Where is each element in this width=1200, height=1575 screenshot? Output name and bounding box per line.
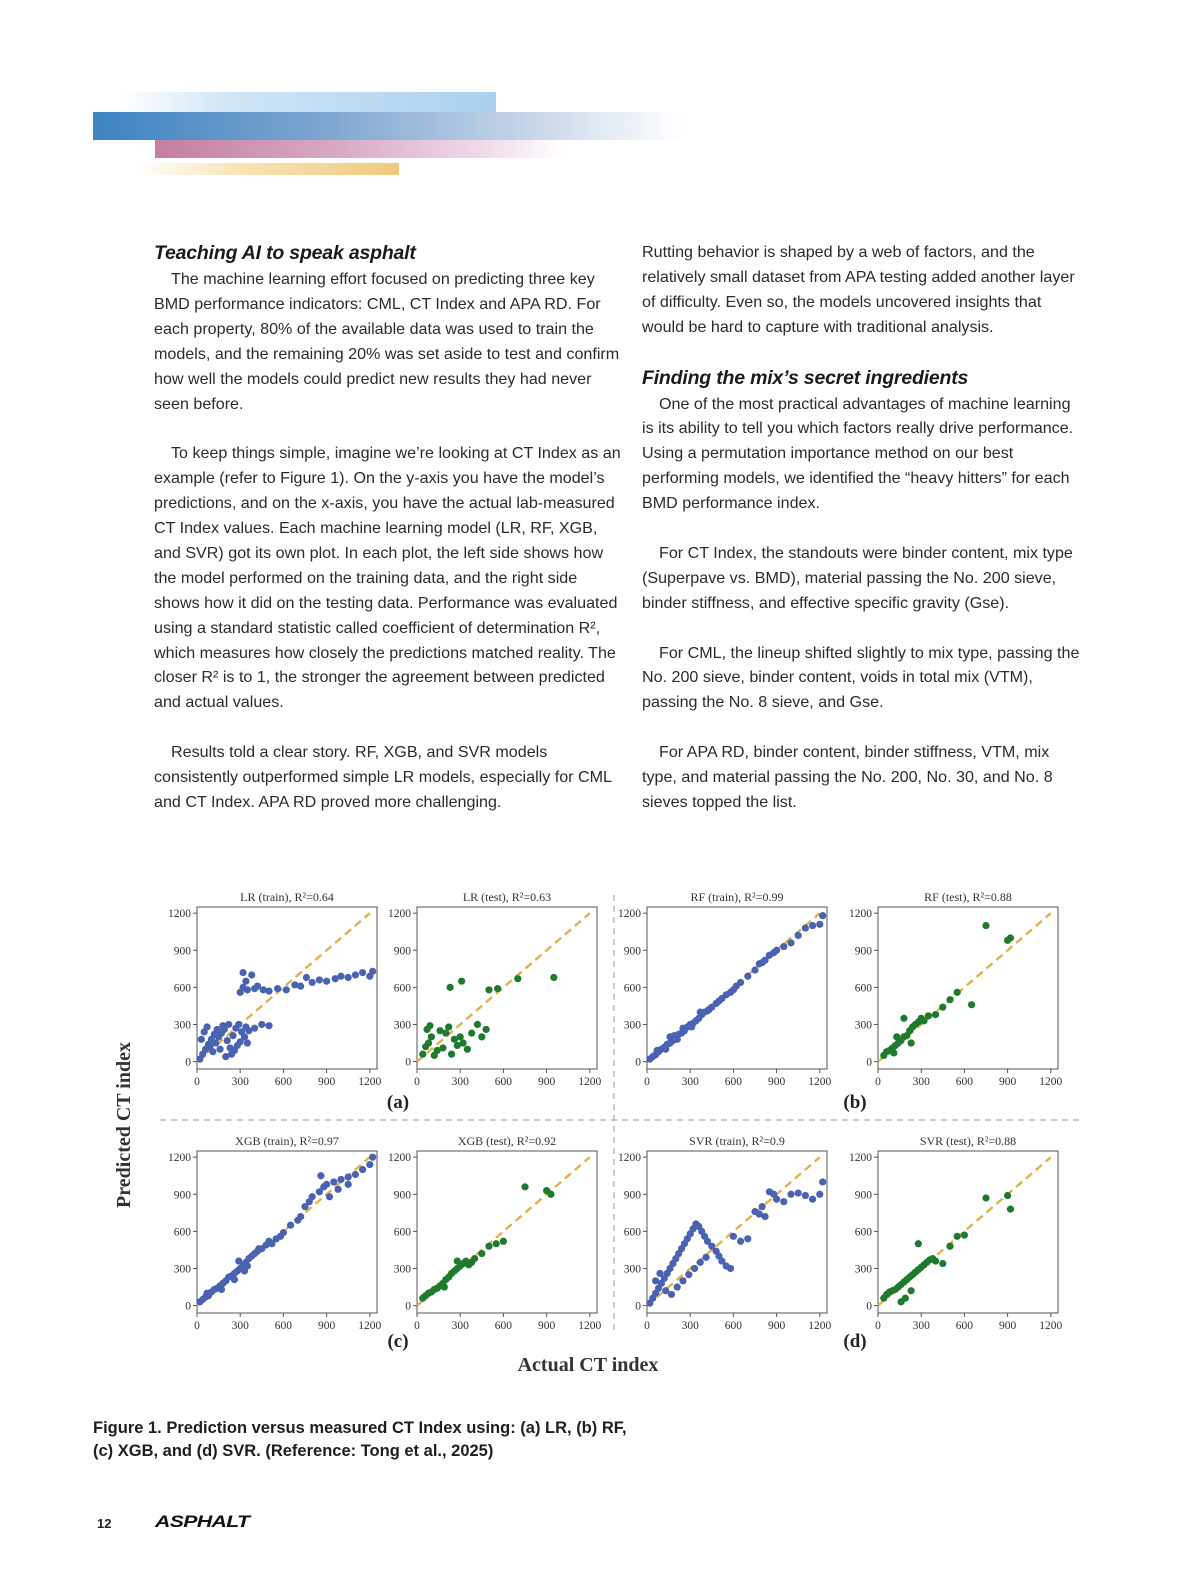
scatter-panel xyxy=(849,1134,1063,1332)
x-tick-label: 1200 xyxy=(358,1076,382,1088)
data-point xyxy=(674,1283,681,1290)
x-tick-label: 300 xyxy=(451,1076,469,1088)
y-tick-label: 900 xyxy=(173,945,191,958)
data-point xyxy=(239,969,246,976)
data-point xyxy=(330,1178,337,1185)
header-band-gold xyxy=(135,163,399,175)
data-point xyxy=(652,1277,659,1284)
data-point xyxy=(674,1036,681,1043)
panel-title: RF (test), R²=0.88 xyxy=(924,890,1012,904)
y-tick-label: 900 xyxy=(393,945,411,958)
x-tick-label: 1200 xyxy=(1039,1320,1063,1332)
data-point xyxy=(773,947,780,954)
data-point xyxy=(702,1254,709,1261)
data-point xyxy=(203,1290,210,1297)
x-tick-label: 0 xyxy=(414,1076,420,1088)
data-point xyxy=(751,966,758,973)
y-tick-label: 1200 xyxy=(849,908,872,921)
data-point xyxy=(323,978,330,985)
right-column xyxy=(642,240,1082,840)
left-column xyxy=(154,240,624,840)
panel-title: LR (train), R²=0.64 xyxy=(240,890,334,904)
data-point xyxy=(982,922,989,929)
x-tick-label: 1200 xyxy=(358,1320,382,1332)
data-point xyxy=(425,1039,432,1046)
header-band-blue xyxy=(93,112,683,140)
data-point xyxy=(280,1229,287,1236)
data-point xyxy=(787,939,794,946)
data-point xyxy=(345,1181,352,1188)
data-point xyxy=(265,1022,272,1029)
group-label-a: (a) xyxy=(386,1092,410,1113)
y-tick-label: 900 xyxy=(623,1189,641,1202)
data-point xyxy=(359,969,366,976)
data-point xyxy=(237,1038,244,1045)
paragraph: The machine learning effort focused on predicting three key BMD performance indicators: CML, CT Index and APA RD. For each property, 80% of the available data was used to train the models, and the remaining 20% was set aside to test and confirm how well the models could predict new results they had never seen before. xyxy=(154,270,620,413)
scatter-panels-figure xyxy=(100,865,1100,1395)
data-point xyxy=(547,1191,554,1198)
data-point xyxy=(668,1291,675,1298)
y-tick-label: 300 xyxy=(393,1263,411,1276)
data-point xyxy=(744,973,751,980)
y-tick-label: 0 xyxy=(405,1056,411,1069)
data-point xyxy=(679,1025,686,1032)
y-tick-label: 1200 xyxy=(388,908,411,921)
data-point xyxy=(258,1021,265,1028)
data-point xyxy=(248,971,255,978)
y-tick-label: 300 xyxy=(854,1019,872,1032)
data-point xyxy=(939,1004,946,1011)
data-point xyxy=(688,1023,695,1030)
y-tick-label: 900 xyxy=(854,945,872,958)
data-point xyxy=(705,1006,712,1013)
data-point xyxy=(235,1021,242,1028)
data-point xyxy=(954,1233,961,1240)
x-tick-label: 600 xyxy=(724,1320,743,1332)
data-point xyxy=(897,1298,904,1305)
data-point xyxy=(809,1196,816,1203)
data-point xyxy=(939,1260,946,1267)
x-tick-label: 0 xyxy=(194,1320,200,1332)
x-tick-label: 300 xyxy=(912,1076,930,1088)
data-point xyxy=(478,1033,485,1040)
y-tick-label: 0 xyxy=(866,1056,872,1069)
x-tick-label: 600 xyxy=(724,1076,743,1088)
scatter-panel xyxy=(849,890,1063,1088)
data-point xyxy=(297,983,304,990)
y-tick-label: 300 xyxy=(854,1263,872,1276)
x-tick-label: 600 xyxy=(955,1076,974,1088)
data-point xyxy=(819,912,826,919)
y-tick-label: 0 xyxy=(866,1300,872,1313)
panel-title: SVR (test), R²=0.88 xyxy=(919,1134,1017,1148)
x-tick-label: 1200 xyxy=(808,1320,832,1332)
data-point xyxy=(209,1048,216,1055)
y-tick-label: 0 xyxy=(635,1056,641,1069)
data-point xyxy=(691,1265,698,1272)
data-point xyxy=(802,1192,809,1199)
x-tick-label: 600 xyxy=(955,1320,974,1332)
data-point xyxy=(251,1025,258,1032)
x-tick-label: 300 xyxy=(231,1076,249,1088)
data-point xyxy=(244,986,251,993)
y-tick-label: 0 xyxy=(405,1300,411,1313)
x-tick-label: 300 xyxy=(912,1320,930,1332)
data-point xyxy=(448,1051,455,1058)
paragraph: For CML, the lineup shifted slightly to mix type, passing the No. 200 sieve, binder content, voids in total mix (VTM), passing the No. 8 sieve, and Gse. xyxy=(642,643,1080,712)
figure-caption: Figure 1. Prediction versus measured CT Index using: (a) LR, (b) RF, (c) XGB, and (d) SVR. (Reference: Tong et al., 2025) xyxy=(93,1419,627,1460)
paragraph: For APA RD, binder content, binder stiffness, VTM, mix type, and material passing the No. 200, No. 30, and No. 8 sieves topped the list. xyxy=(642,743,1053,811)
y-tick-label: 600 xyxy=(173,982,191,995)
data-point xyxy=(447,984,454,991)
x-tick-label: 300 xyxy=(681,1076,699,1088)
y-tick-label: 0 xyxy=(635,1300,641,1313)
data-point xyxy=(369,1154,376,1161)
data-point xyxy=(297,1213,304,1220)
x-tick-label: 600 xyxy=(274,1320,293,1332)
y-tick-label: 600 xyxy=(173,1226,191,1239)
data-point xyxy=(954,989,961,996)
data-point xyxy=(326,1193,333,1200)
data-point xyxy=(493,1240,500,1247)
data-point xyxy=(317,1172,324,1179)
data-point xyxy=(1007,1206,1014,1213)
panel-title: SVR (train), R²=0.9 xyxy=(689,1134,785,1148)
x-tick-label: 900 xyxy=(998,1076,1017,1088)
data-point xyxy=(235,1257,242,1264)
y-tick-label: 300 xyxy=(623,1263,641,1276)
page-number: 12 xyxy=(97,1516,112,1531)
data-point xyxy=(244,1262,251,1269)
data-point xyxy=(251,985,258,992)
x-tick-label: 0 xyxy=(875,1076,881,1088)
x-tick-label: 0 xyxy=(875,1320,881,1332)
panel-title: RF (train), R²=0.99 xyxy=(690,890,784,904)
data-point xyxy=(819,1178,826,1185)
data-point xyxy=(459,1039,466,1046)
data-point xyxy=(323,1181,330,1188)
data-point xyxy=(198,1036,205,1043)
magazine-logo: ASPHALT xyxy=(155,1512,250,1531)
header-band-pink xyxy=(155,140,565,158)
x-tick-label: 0 xyxy=(194,1076,200,1088)
y-tick-label: 600 xyxy=(854,982,872,995)
data-point xyxy=(352,1171,359,1178)
data-point xyxy=(222,1053,229,1060)
data-point xyxy=(982,1194,989,1201)
data-point xyxy=(359,1166,366,1173)
y-tick-label: 900 xyxy=(623,945,641,958)
paragraph: Results told a clear story. RF, XGB, and SVR models consistently outperformed simple LR models, especially for CML and CT Index. APA RD proved more challenging. xyxy=(154,743,612,811)
x-tick-label: 900 xyxy=(537,1320,556,1332)
data-point xyxy=(915,1240,922,1247)
data-point xyxy=(458,978,465,985)
y-tick-label: 0 xyxy=(185,1056,191,1069)
y-tick-label: 300 xyxy=(623,1019,641,1032)
data-point xyxy=(485,986,492,993)
data-point xyxy=(780,1198,787,1205)
scatter-panel xyxy=(388,890,602,1088)
data-point xyxy=(968,1001,975,1008)
data-point xyxy=(662,1046,669,1053)
data-point xyxy=(464,1046,471,1053)
data-point xyxy=(283,986,290,993)
paragraph: To keep things simple, imagine we’re looking at CT Index as an example (refer to Figure 1). On the y-axis you have the model’s predictions, and on the x-axis, you have the actual lab-measured CT Index values. Each machine learning model (LR, RF, XGB, and SVR) got its own plot. In each plot, the left side shows how the model performed on the training data, and the right side shows how it did on the testing data. Performance was evaluated using a standard statistic called coefficient of determination R², which measures how closely the predictions matched reality. The closer R² is to 1, the stronger the agreement between predicted and actual values. xyxy=(154,444,621,712)
data-point xyxy=(787,1191,794,1198)
panel-title: XGB (test), R²=0.92 xyxy=(457,1134,557,1148)
data-point xyxy=(946,1243,953,1250)
data-point xyxy=(809,922,816,929)
data-point xyxy=(1004,1192,1011,1199)
y-tick-label: 1200 xyxy=(168,1152,191,1165)
section-heading-secret-ingredients: Finding the mix’s secret ingredients xyxy=(642,366,969,389)
x-tick-label: 900 xyxy=(317,1320,336,1332)
y-tick-label: 600 xyxy=(393,1226,411,1239)
data-point xyxy=(485,1243,492,1250)
data-point xyxy=(366,1161,373,1168)
data-point xyxy=(730,1233,737,1240)
data-point xyxy=(345,1173,352,1180)
group-label-c: (c) xyxy=(387,1331,409,1352)
data-point xyxy=(514,975,521,982)
data-point xyxy=(759,1203,766,1210)
x-tick-label: 600 xyxy=(494,1320,513,1332)
x-tick-label: 0 xyxy=(644,1320,650,1332)
data-point xyxy=(908,1287,915,1294)
panel-title: LR (test), R²=0.63 xyxy=(462,890,552,904)
x-tick-label: 300 xyxy=(681,1320,699,1332)
y-tick-label: 1200 xyxy=(388,1152,411,1165)
data-point xyxy=(316,976,323,983)
data-point xyxy=(419,1051,426,1058)
y-axis-label: Predicted CT index xyxy=(113,1042,135,1208)
data-point xyxy=(761,1213,768,1220)
x-tick-label: 900 xyxy=(537,1076,556,1088)
data-point xyxy=(203,1023,210,1030)
data-point xyxy=(780,943,787,950)
panel-title: XGB (train), R²=0.97 xyxy=(235,1134,339,1148)
y-tick-label: 1200 xyxy=(849,1152,872,1165)
paragraph: One of the most practical advantages of machine learning is its ability to tell you which factors really drive performance. Using a permutation importance method on our best performing models, we identified the “heavy hitters” for each BMD performance index. xyxy=(642,394,1074,513)
data-point xyxy=(423,1026,430,1033)
data-point xyxy=(337,973,344,980)
y-tick-label: 1200 xyxy=(168,908,191,921)
data-point xyxy=(961,1231,968,1238)
x-tick-label: 900 xyxy=(767,1320,786,1332)
x-tick-label: 300 xyxy=(451,1320,469,1332)
data-point xyxy=(337,1176,344,1183)
x-axis-label: Actual CT index xyxy=(517,1354,659,1376)
data-point xyxy=(908,1039,915,1046)
data-point xyxy=(218,1286,225,1293)
data-point xyxy=(795,1189,802,1196)
y-tick-label: 900 xyxy=(854,1189,872,1202)
data-point xyxy=(500,1238,507,1245)
y-tick-label: 300 xyxy=(173,1263,191,1276)
data-point xyxy=(697,1009,704,1016)
x-tick-label: 1200 xyxy=(578,1076,602,1088)
data-point xyxy=(441,1283,448,1290)
data-point xyxy=(242,978,249,985)
y-tick-label: 1200 xyxy=(618,1152,641,1165)
x-tick-label: 900 xyxy=(998,1320,1017,1332)
data-point xyxy=(442,1030,449,1037)
y-tick-label: 300 xyxy=(393,1019,411,1032)
data-point xyxy=(816,921,823,928)
panels-group xyxy=(168,890,1063,1332)
data-point xyxy=(335,1186,342,1193)
data-point xyxy=(216,1046,223,1053)
x-tick-label: 600 xyxy=(274,1076,293,1088)
data-point xyxy=(287,1222,294,1229)
data-point xyxy=(309,1193,316,1200)
data-point xyxy=(369,968,376,975)
data-point xyxy=(795,932,802,939)
y-tick-label: 600 xyxy=(623,982,641,995)
data-point xyxy=(737,1238,744,1245)
paragraph: For CT Index, the standouts were binder content, mix type (Superpave vs. BMD), material passing the No. 200 sieve, binder stiffness, and effective specific gravity (Gse). xyxy=(642,543,1073,612)
data-point xyxy=(454,1257,461,1264)
scatter-panel xyxy=(168,1134,382,1332)
x-tick-label: 300 xyxy=(231,1320,249,1332)
y-tick-label: 1200 xyxy=(618,908,641,921)
data-point xyxy=(468,1030,475,1037)
data-point xyxy=(352,971,359,978)
y-tick-label: 0 xyxy=(185,1300,191,1313)
data-point xyxy=(925,1012,932,1019)
data-point xyxy=(445,1023,452,1030)
y-tick-label: 600 xyxy=(393,982,411,995)
scatter-panel xyxy=(168,890,382,1088)
data-point xyxy=(274,985,281,992)
data-point xyxy=(744,1235,751,1242)
y-tick-label: 900 xyxy=(393,1189,411,1202)
figure-1 xyxy=(100,865,1100,1395)
data-point xyxy=(773,1196,780,1203)
x-tick-label: 1200 xyxy=(808,1076,832,1088)
data-point xyxy=(494,985,501,992)
y-tick-label: 600 xyxy=(623,1226,641,1239)
group-label-d: (d) xyxy=(843,1331,867,1352)
data-point xyxy=(900,1015,907,1022)
data-point xyxy=(521,1183,528,1190)
data-point xyxy=(685,1271,692,1278)
data-point xyxy=(727,1265,734,1272)
data-point xyxy=(303,974,310,981)
x-tick-label: 1200 xyxy=(578,1320,602,1332)
section-heading-teaching-ai: Teaching AI to speak asphalt xyxy=(154,242,416,264)
data-point xyxy=(893,1033,900,1040)
data-point xyxy=(816,1191,823,1198)
x-tick-label: 1200 xyxy=(1039,1076,1063,1088)
data-point xyxy=(932,1011,939,1018)
data-point xyxy=(697,1259,704,1266)
data-point xyxy=(679,1277,686,1284)
data-point xyxy=(666,1033,673,1040)
data-point xyxy=(345,974,352,981)
x-tick-label: 900 xyxy=(317,1076,336,1088)
y-tick-label: 600 xyxy=(854,1226,872,1239)
y-tick-label: 900 xyxy=(173,1189,191,1202)
data-point xyxy=(428,1033,435,1040)
data-point xyxy=(478,1250,485,1257)
data-point xyxy=(244,1039,251,1046)
data-point xyxy=(225,1021,232,1028)
data-point xyxy=(932,1257,939,1264)
paragraph: Rutting behavior is shaped by a web of factors, and the relatively small dataset from APA testing added another layer of difficulty. Even so, the models uncovered insights that would be hard to capture with traditional analysis. xyxy=(642,243,1075,336)
data-point xyxy=(224,1037,231,1044)
data-point xyxy=(1007,934,1014,941)
x-tick-label: 900 xyxy=(767,1076,786,1088)
data-point xyxy=(212,1039,219,1046)
data-point xyxy=(231,1047,238,1054)
data-point xyxy=(229,1032,236,1039)
data-point xyxy=(471,1255,478,1262)
data-point xyxy=(255,1245,262,1252)
data-point xyxy=(656,1270,663,1277)
data-point xyxy=(946,996,953,1003)
data-point xyxy=(474,1021,481,1028)
data-point xyxy=(890,1049,897,1056)
data-point xyxy=(802,924,809,931)
x-tick-label: 0 xyxy=(644,1076,650,1088)
data-point xyxy=(550,974,557,981)
y-tick-label: 300 xyxy=(173,1019,191,1032)
scatter-panel xyxy=(618,1134,832,1332)
data-point xyxy=(265,987,272,994)
scatter-panel xyxy=(618,890,832,1088)
data-point xyxy=(309,979,316,986)
scatter-panel xyxy=(388,1134,602,1332)
x-tick-label: 0 xyxy=(414,1320,420,1332)
data-point xyxy=(439,1044,446,1051)
group-label-b: (b) xyxy=(843,1092,867,1113)
data-point xyxy=(457,1033,464,1040)
data-point xyxy=(737,979,744,986)
x-tick-label: 600 xyxy=(494,1076,513,1088)
data-point xyxy=(483,1026,490,1033)
data-point xyxy=(231,1276,238,1283)
data-point xyxy=(653,1047,660,1054)
